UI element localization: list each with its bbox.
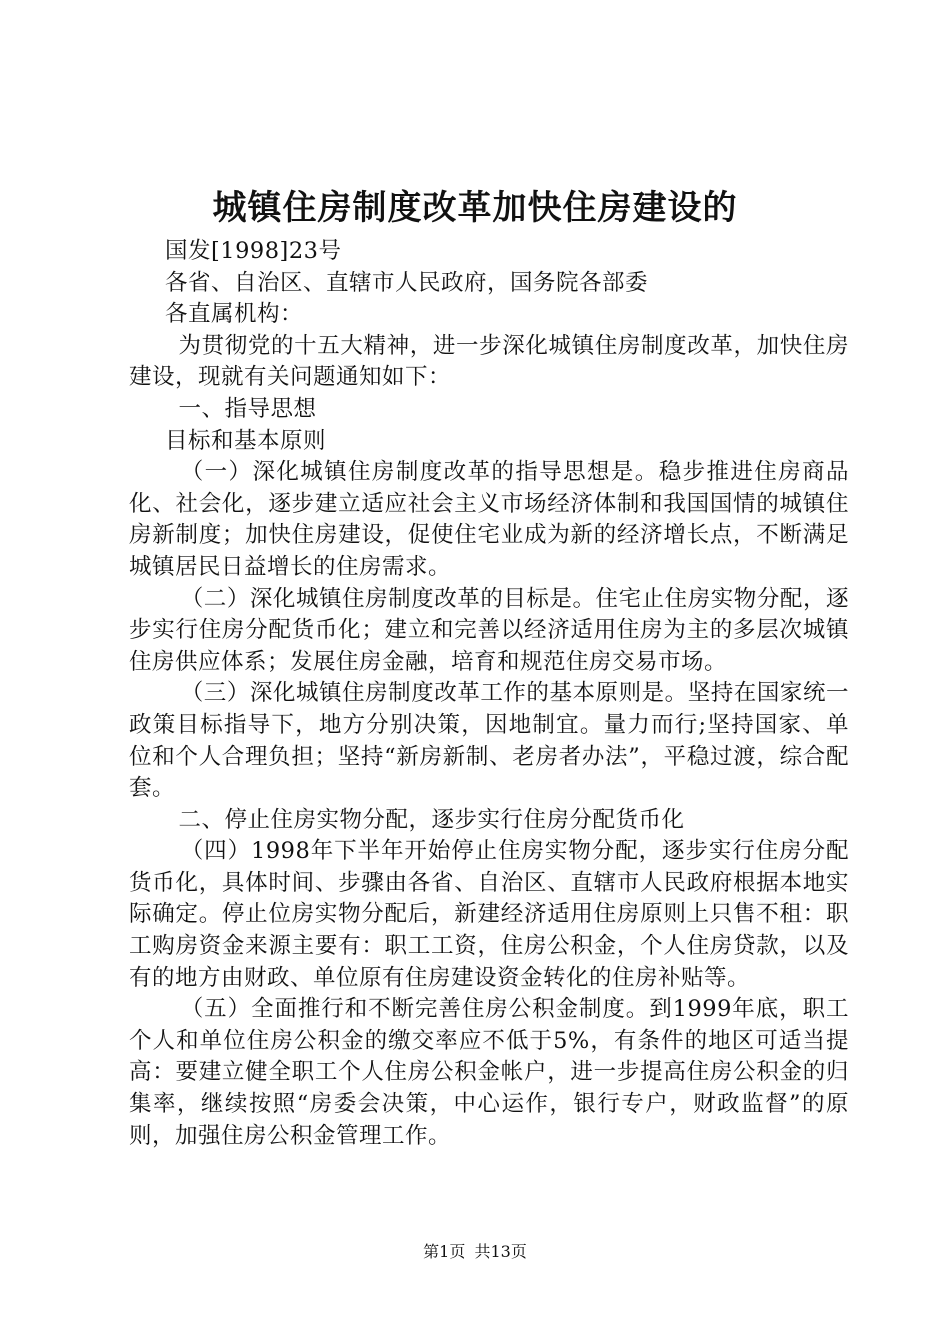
paragraph-item-5: （五）全面推行和不断完善住房公积金制度。到1999年底，职工个人和单位住房公积金的缴交率应不低于5%，有条件的地区可适当提高：要建立健全职工个人住房公积金帐户，进一步提高住房公积金的归集率，继续按照“房委会决策，中心运作，银行专户，财政监督”的原则，加强住房公积金管理工作。 [129,996,849,1149]
section-heading: 目标和基本原则 [165,427,327,454]
page-footer [0,1240,950,1264]
section-heading: 一、指导思想 [178,395,317,422]
section-heading: 二、停止住房实物分配，逐步实行住房分配货币化 [178,806,685,833]
intro-paragraph: 为贯彻党的十五大精神，进一步深化城镇住房制度改革，加快住房建设，现就有关问题通知如下： [129,332,849,391]
page-total: 共13页 [474,1242,527,1261]
addressee-line: 各直属机构： [165,301,304,328]
document-number: 国发[1998]23号 [165,238,342,264]
paragraph-item-1: （一）深化城镇住房制度改革的指导思想是。稳步推进住房商品化、社会化，逐步建立适应社会主义市场经济体制和我国国情的城镇住房新制度；加快住房建设，促使住宅业成为新的经济增长点，不断满足城镇居民日益增长的住房需求。 [129,459,849,580]
addressee-line: 各省、自治区、直辖市人民政府，国务院各部委 [165,269,649,296]
paragraph-item-3: （三）深化城镇住房制度改革工作的基本原则是。坚持在国家统一政策目标指导下，地方分别决策，因地制宜。量力而行;坚持国家、单位和个人合理负担；坚持“新房新制、老房者办法”，平稳过渡，综合配套。 [129,680,849,802]
document-body [129,236,849,1152]
page-number: 第1页 [423,1242,466,1261]
paragraph-item-2: （二）深化城镇住房制度改革的目标是。住宅止住房实物分配，逐步实行住房分配货币化；建立和完善以经济适用住房为主的多层次城镇住房供应体系；发展住房金融，培育和规范住房交易市场。 [129,585,849,675]
paragraph-item-4: （四）1998年下半年开始停止住房实物分配，逐步实行住房分配货币化，具体时间、步骤由各省、自治区、直辖市人民政府根据本地实际确定。停止位房实物分配后，新建经济适用住房原则上只售不租：职工购房资金来源主要有：职工工资，住房公积金，个人住房贷款，以及有的地方由财政、单位原有住房建设资金转化的住房补贴等。 [129,838,849,991]
document-title: 城镇住房制度改革加快住房建设的 [212,188,738,228]
